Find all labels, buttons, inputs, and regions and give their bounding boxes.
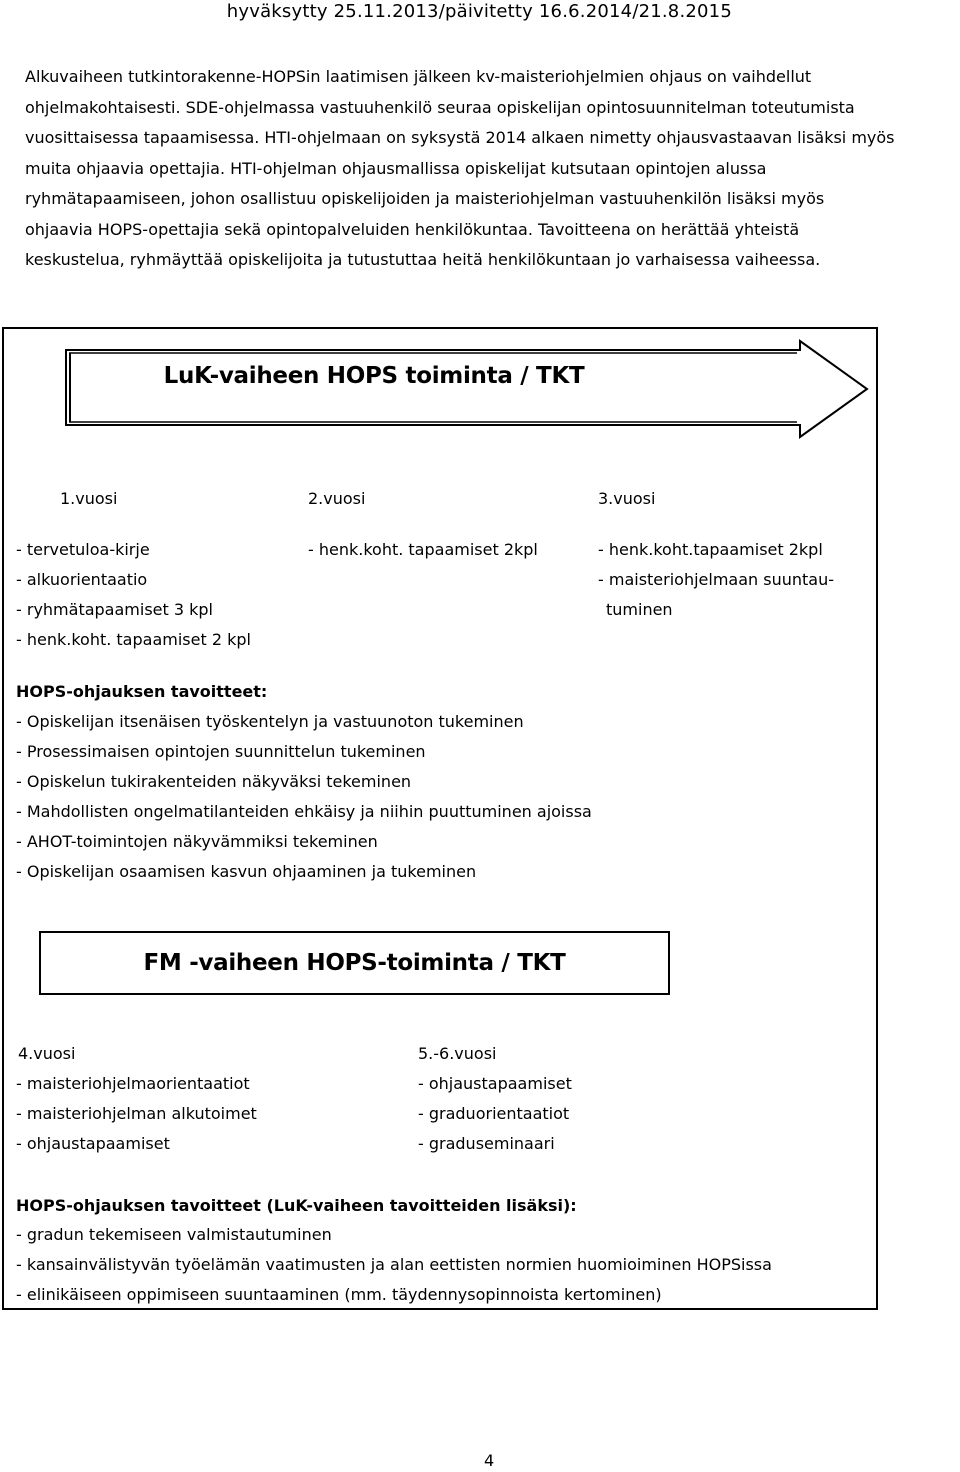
list-item: - ryhmätapaamiset 3 kpl bbox=[16, 600, 213, 619]
list-item: - maisteriohjelman alkutoimet bbox=[16, 1104, 257, 1123]
intro-paragraph bbox=[25, 62, 945, 276]
list-item: - henk.koht.tapaamiset 2kpl bbox=[598, 540, 823, 559]
approval-header: hyväksytty 25.11.2013/päivitetty 16.6.2014/21.8.2015 bbox=[226, 1, 732, 22]
intro-line: ohjelmakohtaisesti. SDE-ohjelmassa vastuuhenkilö seuraa opiskelijan opintosuunnitelman toteutumista bbox=[25, 97, 855, 117]
luk-goals-title: HOPS-ohjauksen tavoitteet: bbox=[16, 682, 268, 701]
intro-line: muita ohjaavia opettajia. HTI-ohjelman ohjausmallissa opiskelijat kutsutaan opintojen alussa bbox=[25, 158, 767, 178]
year-2-items bbox=[308, 539, 538, 569]
list-item: - Opiskelun tukirakenteiden näkyväksi tekeminen bbox=[16, 772, 412, 791]
list-item: - elinikäiseen oppimiseen suuntaaminen (mm. täydennysopinnoista kertominen) bbox=[16, 1285, 662, 1304]
page-number: 4 bbox=[484, 1451, 495, 1470]
fm-title: FM -vaiheen HOPS-toiminta / TKT bbox=[143, 950, 566, 976]
year-3-items bbox=[598, 539, 834, 629]
fm-goals-title: HOPS-ohjauksen tavoitteet (LuK-vaiheen tavoitteiden lisäksi): bbox=[16, 1196, 577, 1215]
year-5-6-items bbox=[418, 1073, 572, 1163]
luk-title: LuK-vaiheen HOPS toiminta / TKT bbox=[163, 363, 585, 389]
fm-goals-list bbox=[16, 1224, 772, 1314]
intro-line: ohjaavia HOPS-opettajia sekä opintopalveluiden henkilökuntaa. Tavoitteena on herättää yhteistä bbox=[25, 219, 800, 239]
intro-line: vuosittaisessa tapaamisessa. HTI-ohjelmaan on syksystä 2014 alkaen nimetty ohjausvastaavan lisäksi myös bbox=[25, 128, 895, 147]
list-item: - tervetuloa-kirje bbox=[16, 540, 150, 559]
list-item: - kansainvälistyvän työelämän vaatimusten ja alan eettisten normien huomioiminen HOPSissa bbox=[16, 1255, 772, 1274]
list-item: tuminen bbox=[606, 600, 673, 619]
list-item: - gradun tekemiseen valmistautuminen bbox=[16, 1225, 332, 1244]
list-item: - alkuorientaatio bbox=[16, 570, 148, 589]
list-item: - Mahdollisten ongelmatilanteiden ehkäisy ja niihin puuttuminen ajoissa bbox=[16, 802, 592, 821]
list-item: - AHOT-toimintojen näkyvämmiksi tekeminen bbox=[16, 832, 378, 851]
list-item: - henk.koht. tapaamiset 2 kpl bbox=[16, 630, 251, 649]
year-4-items bbox=[16, 1073, 257, 1163]
year-5-6-label: 5.-6.vuosi bbox=[418, 1044, 497, 1063]
list-item: - graduorientaatiot bbox=[418, 1104, 570, 1123]
list-item: - henk.koht. tapaamiset 2kpl bbox=[308, 540, 538, 559]
list-item: - ohjaustapaamiset bbox=[16, 1134, 170, 1153]
intro-line: keskustelua, ryhmäyttää opiskelijoita ja tutustuttaa heitä henkilökuntaan jo varhaisessa vaiheessa. bbox=[25, 250, 821, 269]
list-item: - Opiskelijan osaamisen kasvun ohjaaminen ja tukeminen bbox=[16, 862, 477, 881]
list-item: - Opiskelijan itsenäisen työskentelyn ja vastuunoton tukeminen bbox=[16, 712, 524, 731]
intro-line: Alkuvaiheen tutkintorakenne-HOPSin laatimisen jälkeen kv-maisteriohjelmien ohjaus on vaihdellut bbox=[25, 67, 812, 86]
year-3-label: 3.vuosi bbox=[598, 489, 656, 508]
list-item: - maisteriohjelmaorientaatiot bbox=[16, 1074, 250, 1093]
luk-goals-list bbox=[16, 711, 592, 891]
list-item: - maisteriohjelmaan suuntau- bbox=[598, 570, 835, 589]
list-item: - graduseminaari bbox=[418, 1134, 555, 1153]
intro-line: ryhmätapaamiseen, johon osallistuu opiskelijoiden ja maisteriohjelman vastuuhenkilön lisäksi myös bbox=[25, 189, 825, 208]
list-item: - ohjaustapaamiset bbox=[418, 1074, 572, 1093]
year-1-label: 1.vuosi bbox=[60, 489, 118, 508]
year-1-items bbox=[16, 539, 251, 659]
list-item: - Prosessimaisen opintojen suunnittelun tukeminen bbox=[16, 742, 426, 761]
year-2-label: 2.vuosi bbox=[308, 489, 366, 508]
year-4-label: 4.vuosi bbox=[18, 1044, 76, 1063]
